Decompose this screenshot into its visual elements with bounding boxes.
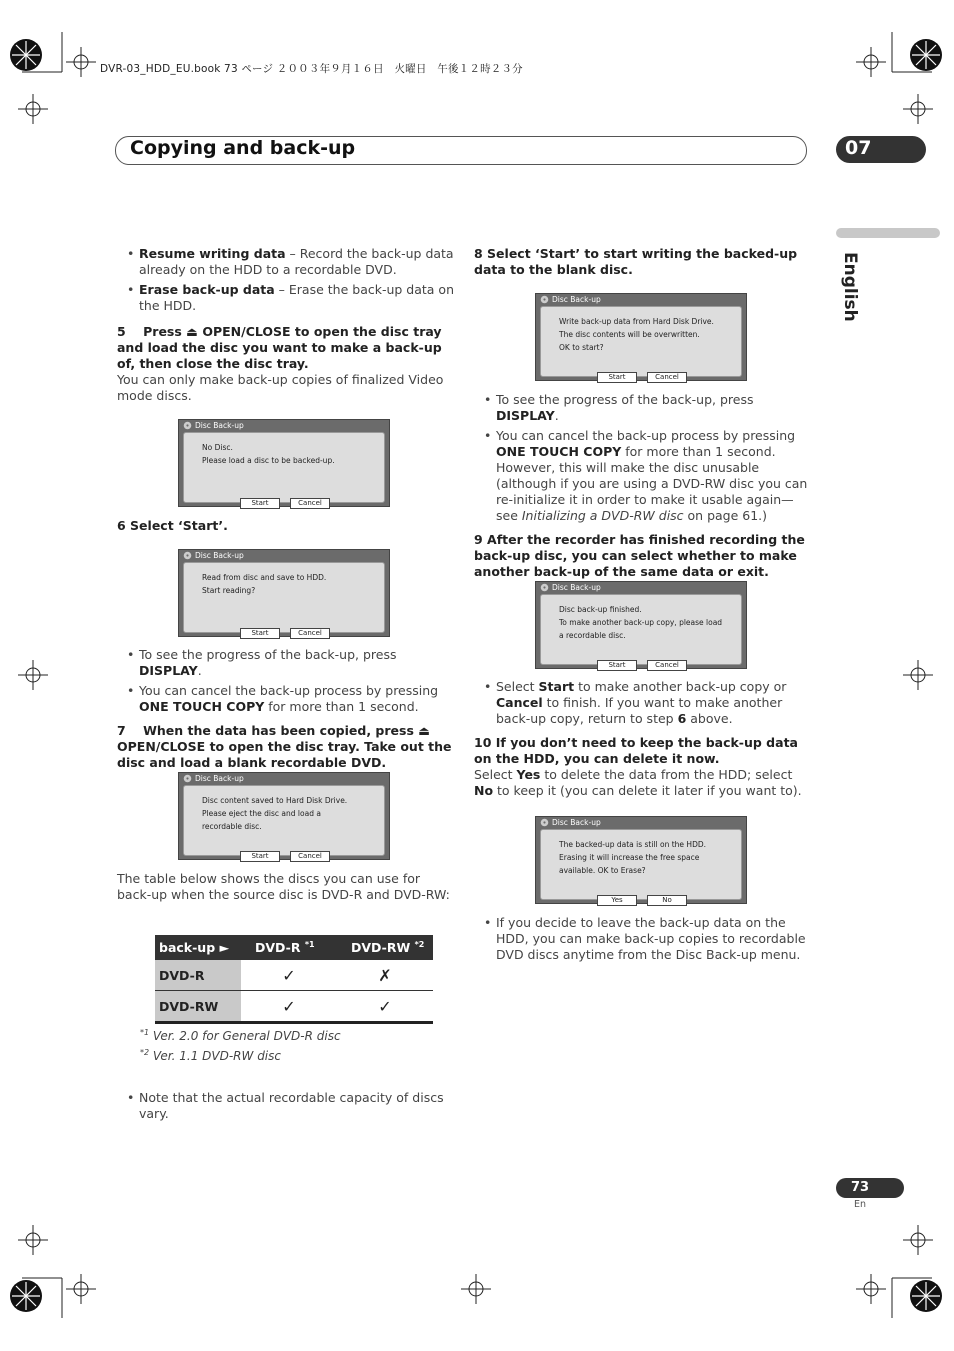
eject-icon: ⏏ xyxy=(186,324,198,339)
disc-icon xyxy=(540,818,549,827)
chapter-number: 07 xyxy=(845,137,872,159)
table-row-label: DVD-R xyxy=(155,960,241,991)
table-row xyxy=(155,991,433,1023)
table-corner-header: back-up ► xyxy=(155,935,241,960)
step-10-body: Select Yes to delete the data from the HDD; select No to keep it (you can delete it later if you want to). xyxy=(474,767,802,798)
page-number: 73 xyxy=(851,1180,870,1195)
table-intro: The table below shows the discs you can use for back-up when the source disc is DVD-R and DVD-RW: xyxy=(117,871,450,902)
left-column-top xyxy=(117,246,457,404)
step-8-heading: 8 Select ‘Start’ to start writing the backed-up data to the blank disc. xyxy=(474,246,798,277)
right-column-lower xyxy=(474,679,808,799)
table-cell: ✗ xyxy=(337,960,433,991)
bullet-erase-backup: • Erase back-up data – Erase the back-up data on the HDD. xyxy=(117,282,457,314)
step-5-heading: 5 Press ⏏ OPEN/CLOSE to open the disc tray and load the disc you want to make a back-up of, then close the disc tray. xyxy=(117,324,442,371)
eject-icon: ⏏ xyxy=(418,723,431,738)
footnote-2: $^{*2}$ Ver. 1.1 DVD-RW disc xyxy=(140,1048,281,1063)
osd-start-button[interactable]: Start xyxy=(597,372,637,383)
page-number-badge xyxy=(836,1178,904,1198)
table-cell: ✓ xyxy=(241,960,337,991)
table-cell: ✓ xyxy=(337,991,433,1023)
osd-dialog-backup-finished: Disc Back-up Disc back-up finished. To make another back-up copy, please load a recordable disc. Start Cancel xyxy=(535,581,747,669)
step-5-body: You can only make back-up copies of finalized Video mode discs. xyxy=(117,372,444,403)
disc-icon xyxy=(540,295,549,304)
osd-dialog-erase-data: Disc Back-up The backed-up data is still on the HDD. Erasing it will increase the free space available. OK to Erase? Yes No xyxy=(535,816,747,904)
disc-icon xyxy=(540,583,549,592)
table-cell: ✓ xyxy=(241,991,337,1023)
osd-dialog-no-disc: Disc Back-up No Disc. Please load a disc to be backed-up. Start Cancel xyxy=(178,419,390,507)
disc-icon xyxy=(183,551,192,560)
disc-icon xyxy=(183,421,192,430)
osd-cancel-button[interactable]: Cancel xyxy=(290,498,330,509)
table-header-row xyxy=(155,935,433,960)
page-title: Copying and back-up xyxy=(130,137,356,159)
bullet-resume-writing: • Resume writing data – Record the back-up data already on the HDD to a recordable DVD. xyxy=(117,246,457,278)
page-language: En xyxy=(854,1199,867,1210)
table-col-dvd-rw: DVD-RW $^{*2}$ xyxy=(337,935,433,960)
osd-dialog-read-disc: Disc Back-up Read from disc and save to HDD. Start reading? Start Cancel xyxy=(178,549,390,637)
table-row-label: DVD-RW xyxy=(155,991,241,1023)
osd-cancel-button[interactable]: Cancel xyxy=(290,851,330,862)
bullet-display-progress: • To see the progress of the back-up, press DISPLAY. xyxy=(117,647,457,679)
bullet-cancel-warning: • You can cancel the back-up process by pressing ONE TOUCH COPY for more than 1 second. However, this will make the disc unusable (although if you are using a DVD-RW disc you can re-initialize it in order to make it usable again—see Initializing a DVD-RW disc on page 61.) xyxy=(474,428,808,524)
left-column-mid xyxy=(117,647,457,771)
step-9-heading: 9 After the recorder has finished recording the back-up disc, you can select whether to make another back-up of the same data or exit. xyxy=(474,532,805,579)
osd-dialog-content-saved: Disc Back-up Disc content saved to Hard Disk Drive. Please eject the disc and load a recordable disc. Start Cancel xyxy=(178,772,390,860)
osd-cancel-button[interactable]: Cancel xyxy=(647,660,687,671)
table-col-dvd-r: DVD-R $^{*1}$ xyxy=(241,935,337,960)
bullet-cancel-process: • You can cancel the back-up process by pressing ONE TOUCH COPY for more than 1 second. xyxy=(117,683,457,715)
language-label: English xyxy=(840,252,860,322)
footnote-1: $^{*1}$ Ver. 2.0 for General DVD-R disc xyxy=(140,1028,341,1043)
osd-start-button[interactable]: Start xyxy=(597,660,637,671)
right-column-mid xyxy=(474,392,808,580)
osd-start-button[interactable]: Start xyxy=(240,628,280,639)
print-info-line: DVR-03_HDD_EU.book 73 ページ ２００３年９月１６日 火曜日 午後１２時２３分 xyxy=(100,63,523,75)
step-6-heading: 6 Select ‘Start’. xyxy=(117,518,228,533)
osd-yes-button[interactable]: Yes xyxy=(597,895,637,906)
backup-compatibility-table xyxy=(155,935,433,1024)
bullet-leave-data: • If you decide to leave the back-up data on the HDD, you can make back-up copies to recordable DVD discs anytime from the Disc Back-up menu. xyxy=(474,915,808,963)
osd-dialog-write-backup: Disc Back-up Write back-up data from Hard Disk Drive. The disc contents will be overwritten. OK to start? Start Cancel xyxy=(535,293,747,381)
disc-icon xyxy=(183,774,192,783)
osd-no-button[interactable]: No xyxy=(647,895,687,906)
osd-cancel-button[interactable]: Cancel xyxy=(290,628,330,639)
step-10-heading: 10 If you don’t need to keep the back-up data on the HDD, you can delete it now. xyxy=(474,735,798,766)
bullet-start-or-cancel: • Select Start to make another back-up copy or Cancel to finish. If you want to make another back-up copy, return to step 6 above. xyxy=(474,679,808,727)
bullet-display-progress: • To see the progress of the back-up, press DISPLAY. xyxy=(474,392,808,424)
bullet-capacity-note: • Note that the actual recordable capacity of discs vary. xyxy=(117,1090,462,1122)
step-7-heading: 7 When the data has been copied, press ⏏ OPEN/CLOSE to open the disc tray. Take out the disc and load a blank recordable DVD. xyxy=(117,723,452,770)
table-row xyxy=(155,960,433,991)
language-tab xyxy=(826,252,866,322)
osd-start-button[interactable]: Start xyxy=(240,498,280,509)
osd-cancel-button[interactable]: Cancel xyxy=(647,372,687,383)
language-tab-bar xyxy=(836,228,940,238)
osd-start-button[interactable]: Start xyxy=(240,851,280,862)
